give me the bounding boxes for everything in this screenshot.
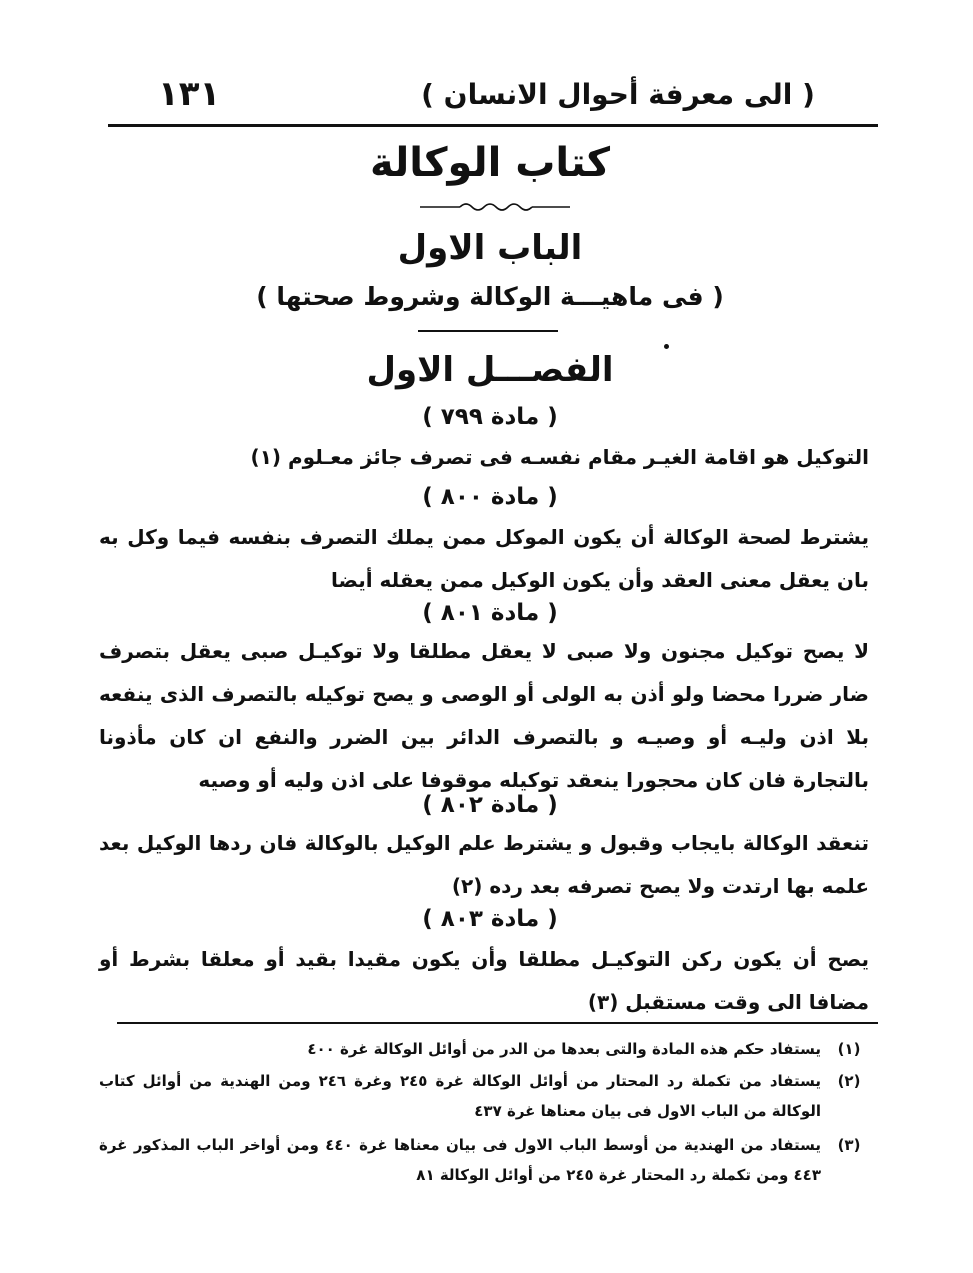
section-divider bbox=[418, 330, 558, 332]
footnote-number: (٢) bbox=[837, 1072, 861, 1090]
ink-dot bbox=[664, 344, 669, 349]
book-title: كتاب الوكالة bbox=[369, 140, 611, 186]
article-text-803: يصح أن يكون ركن التوكيـل مطلقا وأن يكون مقيدا بقيد أو معلقا بشرط أو مضافا الى وقت مستقبل (٣) bbox=[99, 947, 869, 1014]
footnote-1 bbox=[99, 1034, 869, 1066]
section-title: الفصـــل الاول bbox=[366, 350, 614, 390]
running-title: ( الى معرفة أحوال الانسان ) bbox=[421, 78, 815, 111]
footnote-text: يستفاد حكم هذه المادة والتى بعدها من الدر من أوائل الوكالة غرة ٤٠٠ bbox=[307, 1040, 821, 1058]
footnote-number: (١) bbox=[837, 1040, 861, 1058]
article-text-801: لا يصح توكيل مجنون ولا صبى لا يعقل مطلقا ولا توكيـل صبى يعقل بتصرف ضار ضررا محضا ولو أذن به الولى أو الوصى و يصح توكيله بالتصرف الذى ينفعه بلا اذن وليـه أو وصيـه و بالتصرف الدائر بين الضرر والنفع ان كان مأذونا بالتجارة فان كان محجورا ينعقد توكيله موقوفا على اذن وليه أو وصيه bbox=[99, 639, 869, 792]
ornament-divider-icon bbox=[420, 200, 570, 214]
chapter-title: الباب الاول bbox=[397, 228, 583, 268]
article-heading-799: ( مادة ٧٩٩ ) bbox=[422, 404, 558, 430]
footnote-3 bbox=[99, 1130, 869, 1194]
footnote-text: يستفاد من تكملة رد المحتار من أوائل الوكالة غرة ٢٤٥ وغرة ٢٤٦ ومن الهندية من أوائل كتاب الوكالة من الباب الاول فى بيان معناها غرة ٤٣٧ bbox=[99, 1072, 821, 1120]
article-heading-800: ( مادة ٨٠٠ ) bbox=[422, 484, 558, 510]
chapter-subtitle: ( فى ماهيـــة الوكالة وشروط صحتها ) bbox=[256, 282, 724, 311]
article-text-802: تنعقد الوكالة بايجاب وقبول و يشترط علم الوكيل بالوكالة فان ردها الوكيل بعد علمه بها ارتدت ولا يصح تصرفه بعد رده (٢) bbox=[99, 831, 869, 898]
footnote-2 bbox=[99, 1066, 869, 1130]
article-heading-802: ( مادة ٨٠٢ ) bbox=[422, 792, 558, 818]
article-text-799: التوكيل هو اقامة الغيـر مقام نفسـه فى تصرف جائز معـلوم (١) bbox=[250, 445, 869, 469]
article-heading-801: ( مادة ٨٠١ ) bbox=[422, 600, 558, 626]
article-text-800: يشترط لصحة الوكالة أن يكون الموكل ممن يملك التصرف بنفسه فيما وكل به بان يعقل معنى العقد وأن يكون الوكيل ممن يعقله أيضا bbox=[99, 525, 869, 592]
footnote-rule bbox=[117, 1022, 878, 1024]
page-number: ١٣١ bbox=[158, 74, 221, 114]
header-rule bbox=[108, 124, 878, 127]
footnote-text: يستفاد من الهندية من أوسط الباب الاول فى بيان معناها غرة ٤٤٠ ومن أواخر الباب المذكور غرة ٤٤٣ ومن تكملة رد المحتار غرة ٢٤٥ من أوائل الوكالة ٨١ bbox=[99, 1136, 822, 1184]
page-header bbox=[108, 72, 878, 122]
article-heading-803: ( مادة ٨٠٣ ) bbox=[422, 906, 558, 932]
footnote-number: (٣) bbox=[837, 1136, 861, 1154]
